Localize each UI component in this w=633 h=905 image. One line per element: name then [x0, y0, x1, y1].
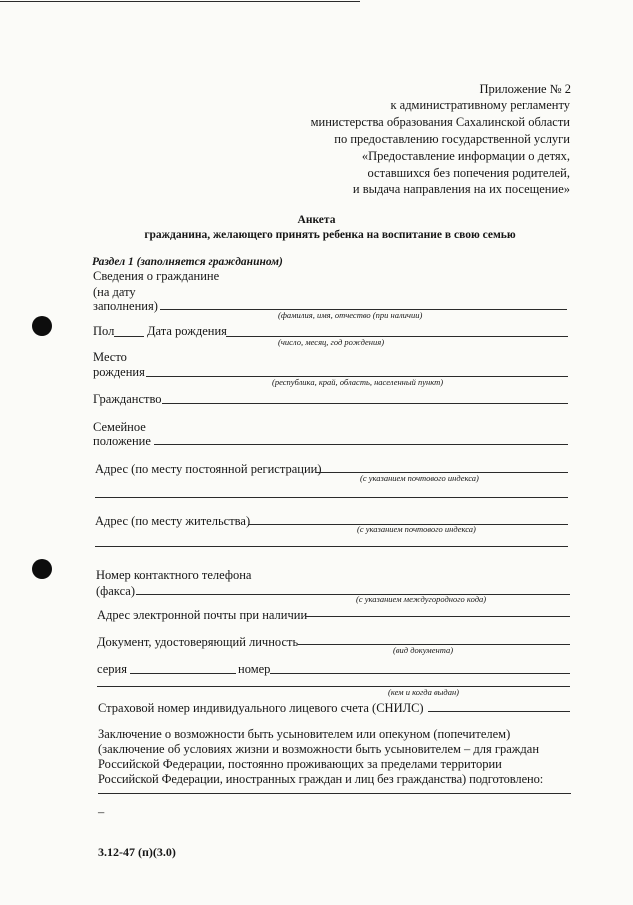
- form-subtitle: гражданина, желающего принять ребенка на воспитание в свою семью: [144, 229, 516, 241]
- conclusion-line-1: Заключение о возможности быть усыновителем или опекуном (попечителем): [98, 727, 511, 741]
- id-doc-caption: (вид документа): [393, 645, 454, 655]
- header-line-1: к административному регламенту: [390, 98, 570, 112]
- citizenship-label: Гражданство: [93, 392, 162, 406]
- form-code: 3.12-47 (п)(3.0): [98, 845, 176, 859]
- appendix-number: Приложение № 2: [479, 82, 571, 96]
- punch-hole-bottom: [32, 559, 52, 579]
- info-label-1: Сведения о гражданине: [93, 269, 220, 283]
- header-line-6: и выдача направления на их посещение»: [352, 182, 570, 196]
- email-label: Адрес электронной почты при наличии: [97, 608, 308, 622]
- birth-date-caption: (число, месяц, год рождения): [278, 337, 385, 347]
- conclusion-dash: –: [98, 805, 105, 819]
- birthplace-label-2: рождения: [93, 365, 145, 379]
- phone-label-1: Номер контактного телефона: [96, 568, 252, 582]
- conclusion-line-4: Российской Федерации, иностранных граждан и лиц без гражданства) подготовлено:: [98, 772, 544, 786]
- reg-address-label: Адрес (по месту постоянной регистрации): [95, 462, 322, 476]
- header-line-3: по предоставлению государственной услуги: [334, 132, 570, 146]
- birth-date-label: Дата рождения: [147, 324, 227, 338]
- live-address-label: Адрес (по месту жительства): [95, 514, 251, 528]
- sex-field[interactable]: [114, 336, 144, 337]
- conclusion-field[interactable]: [98, 793, 571, 794]
- header-line-5: оставшихся без попечения родителей,: [367, 166, 570, 180]
- section-heading: Раздел 1 (заполняется гражданином): [92, 256, 283, 268]
- series-label: серия: [97, 662, 127, 676]
- phone-caption: (с указанием междугородного кода): [356, 594, 487, 604]
- punch-hole-top: [32, 316, 52, 336]
- issued-field[interactable]: [97, 686, 570, 687]
- family-status-label-2: положение: [93, 434, 151, 448]
- issued-caption: (кем и когда выдан): [388, 687, 460, 697]
- number-field[interactable]: [270, 673, 570, 674]
- phone-field[interactable]: [136, 594, 570, 595]
- conclusion-line-3: Российской Федерации, постоянно проживающих за пределами территории: [98, 757, 502, 771]
- number-label: номер: [238, 662, 271, 676]
- family-status-label-1: Семейное: [93, 420, 146, 434]
- series-field[interactable]: [130, 673, 236, 674]
- conclusion-line-2: (заключение об условиях жизни и возможности быть усыновителем – для граждан: [98, 742, 540, 756]
- info-label-3: заполнения): [93, 299, 158, 313]
- snils-field[interactable]: [428, 711, 570, 712]
- id-doc-label: Документ, удостоверяющий личность: [97, 635, 299, 649]
- top-scan-edge: [0, 1, 360, 2]
- reg-address-field-2[interactable]: [95, 497, 568, 498]
- live-address-field-2[interactable]: [95, 546, 568, 547]
- live-address-caption: (с указанием почтового индекса): [357, 524, 476, 534]
- snils-label: Страховой номер индивидуального лицевого счета (СНИЛС): [98, 701, 424, 715]
- birthplace-label-1: Место: [93, 350, 127, 364]
- reg-address-caption: (с указанием почтового индекса): [360, 473, 479, 483]
- header-line-2: министерства образования Сахалинской области: [310, 115, 570, 129]
- family-status-field[interactable]: [154, 444, 568, 445]
- sex-label: Пол: [93, 324, 115, 338]
- fio-caption: (фамилия, имя, отчество (при наличии): [278, 310, 423, 320]
- citizenship-field[interactable]: [162, 403, 568, 404]
- info-label-2: (на дату: [93, 285, 136, 299]
- phone-label-2: (факса): [96, 584, 135, 598]
- header-line-4: «Предоставление информации о детях,: [361, 149, 570, 163]
- email-field[interactable]: [305, 616, 570, 617]
- birthplace-caption: (республика, край, область, населенный пункт): [272, 377, 444, 387]
- form-title: Анкета: [297, 214, 336, 226]
